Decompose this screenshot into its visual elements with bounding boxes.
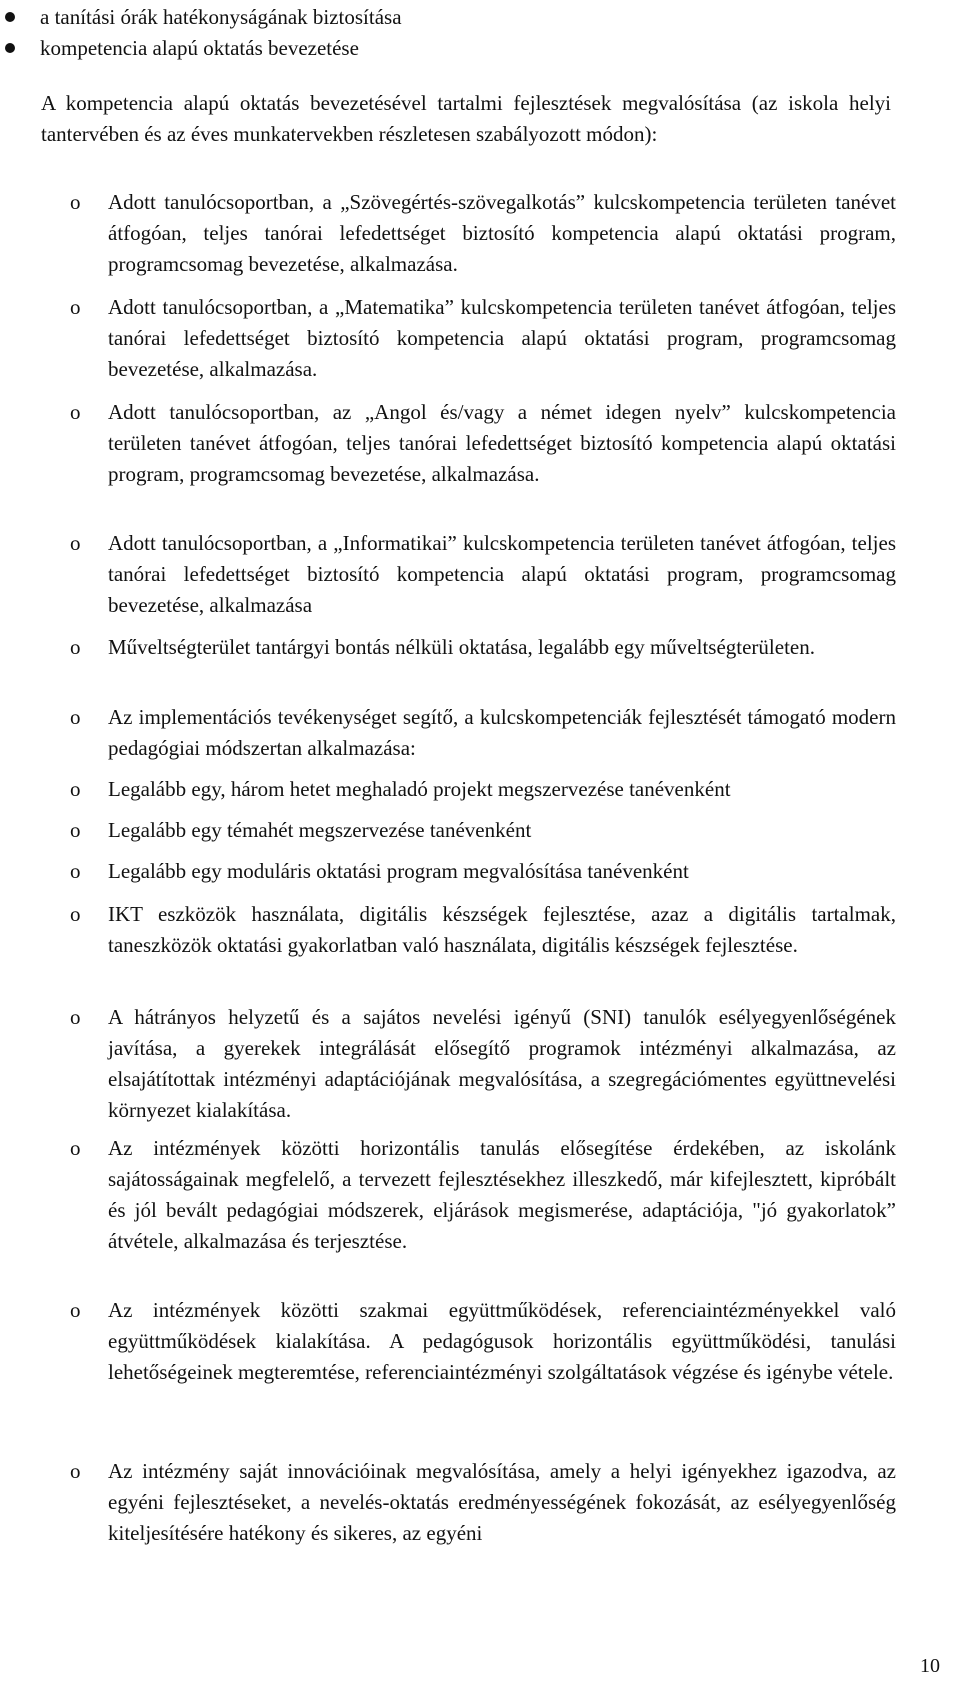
item-marker: o — [70, 705, 81, 729]
item-marker: o — [70, 1005, 81, 1029]
sub-item-text: Az implementációs tevékenységet segítő, a kulcskompetenciák fejlesztését támogató modern pedagógiai módszertan alkalmazása: — [108, 705, 896, 760]
bullet-text: kompetencia alapú oktatás bevezetése — [40, 36, 359, 60]
sub-item — [70, 1456, 896, 1549]
bullet-item — [0, 33, 402, 64]
item-marker: o — [70, 190, 81, 214]
sub-item-text: Adott tanulócsoportban, a „Matematika” kulcskompetencia területen tanévet átfogóan, teljes tanórai lefedettséget biztosító kompetencia alapú oktatási program, programcsomag bevezetése, alkalmazása. — [108, 295, 896, 381]
bullet-dot-icon — [5, 43, 15, 53]
sub-item-text: Adott tanulócsoportban, a „Szövegértés-szövegalkotás” kulcskompetencia területen tanévet átfogóan, teljes tanórai lefedettséget biztosító kompetencia alapú oktatási program, programcsomag bevezetése, alkalmazása. — [108, 190, 896, 276]
sub-item-text: Legalább egy moduláris oktatási program megvalósítása tanévenként — [108, 859, 689, 883]
sub-item — [70, 815, 896, 846]
item-marker: o — [70, 1136, 81, 1160]
sub-item — [70, 856, 896, 887]
sub-item — [70, 774, 896, 805]
item-marker: o — [70, 777, 81, 801]
bullet-item — [0, 2, 402, 33]
sub-item — [70, 632, 896, 663]
page-number: 10 — [920, 1655, 940, 1677]
item-marker: o — [70, 818, 81, 842]
sub-item — [70, 1002, 896, 1126]
item-marker: o — [70, 531, 81, 555]
sub-item — [70, 1133, 896, 1257]
sub-item — [70, 187, 896, 280]
intro-paragraph: A kompetencia alapú oktatás bevezetésével tartalmi fejlesztések megvalósítása (az iskola helyi tantervében és az éves munkatervekben részletesen szabályozott módon): — [41, 91, 891, 146]
bullet-dot-icon — [5, 12, 15, 22]
sub-item-text: A hátrányos helyzetű és a sajátos nevelési igényű (SNI) tanulók esélyegyenlőségének javítása, a gyerekek integrálását elősegítő programok intézményi alkalmazása, az elsajátítottak intézményi adaptációjának megvalósítása, a szegregációmentes együttnevelési környezet kialakítása. — [108, 1005, 896, 1122]
item-marker: o — [70, 635, 81, 659]
sub-item-text: Az intézmények közötti szakmai együttműködések, referenciaintézményekkel való együttműködések kialakítása. A pedagógusok horizontális együttműködési, tanulási lehetőségeinek megteremtése, referenciaintézményi szolgáltatások végzése és igénybe vétele. — [108, 1298, 896, 1384]
sub-item-text: Legalább egy, három hetet meghaladó projekt megszervezése tanévenként — [108, 777, 731, 801]
item-marker: o — [70, 859, 81, 883]
item-marker: o — [70, 902, 81, 926]
bullet-text: a tanítási órák hatékonyságának biztosítása — [40, 5, 402, 29]
sub-item-text: Adott tanulócsoportban, az „Angol és/vagy a német idegen nyelv” kulcskompetencia területen tanévet átfogóan, teljes tanórai lefedettséget biztosító kompetencia alapú oktatási program, programcsomag bevezetése, alkalmazása. — [108, 400, 896, 486]
sub-item-text: Legalább egy témahét megszervezése tanévenként — [108, 818, 532, 842]
item-marker: o — [70, 400, 81, 424]
item-marker: o — [70, 1298, 81, 1322]
sub-item — [70, 397, 896, 490]
item-marker: o — [70, 295, 81, 319]
sub-item-text: Adott tanulócsoportban, a „Informatikai” kulcskompetencia területen tanévet átfogóan, teljes tanórai lefedettséget biztosító kompetencia alapú oktatási program, programcsomag bevezetése, alkalmazása — [108, 531, 896, 617]
sub-item — [70, 528, 896, 621]
item-marker: o — [70, 1459, 81, 1483]
sub-item — [70, 1295, 896, 1388]
bullet-list — [0, 2, 402, 64]
sub-item — [70, 899, 896, 961]
sub-item — [70, 292, 896, 385]
sub-item — [70, 702, 896, 764]
sub-item-text: Az intézmények közötti horizontális tanulás elősegítése érdekében, az iskolánk sajátosságainak megfelelő, a tervezett fejlesztésekhez illeszkedő, már kifejlesztett, kipróbált és jól bevált pedagógiai módszerek, eljárások megismerése, adaptációja, "jó gyakorlatok” átvétele, alkalmazása és terjesztése. — [108, 1136, 896, 1253]
sub-item-text: Műveltségterület tantárgyi bontás nélküli oktatása, legalább egy műveltségterületen. — [108, 635, 815, 659]
sub-item-text: IKT eszközök használata, digitális készségek fejlesztése, azaz a digitális tartalmak, taneszközök oktatási gyakorlatban való használata, digitális készségek fejlesztése. — [108, 902, 896, 957]
sub-item-text: Az intézmény saját innovációinak megvalósítása, amely a helyi igényekhez igazodva, az egyéni fejlesztéseket, a nevelés-oktatás eredményességének fokozását, az esélyegyenlőség kiteljesítésére hatékony és sikeres, az egyéni — [108, 1459, 896, 1545]
